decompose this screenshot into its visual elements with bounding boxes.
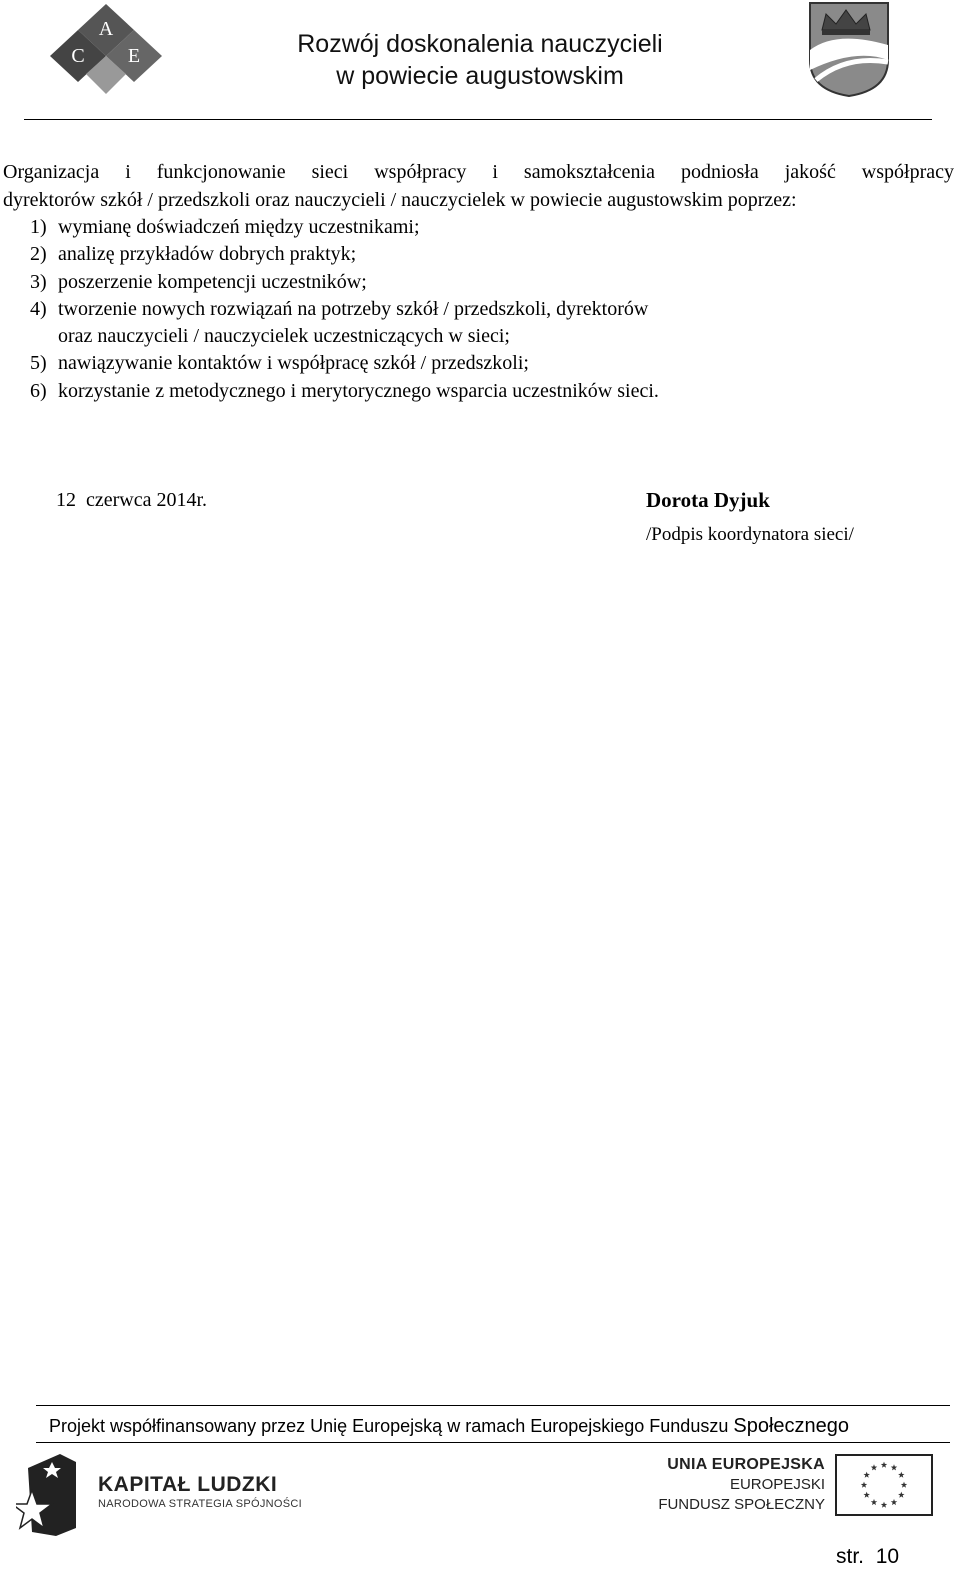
kapital-ludzki-logo-icon (16, 1448, 80, 1536)
county-crest-icon (806, 0, 892, 98)
signature-caption: /Podpis koordynatora sieci/ (646, 524, 854, 545)
list-item (30, 241, 930, 268)
header-title-line2: w powiecie augustowskim (336, 62, 624, 90)
eu-line-1: UNIA EUROPEJSKA (667, 1456, 825, 1473)
list-item-text: korzystanie z metodycznego i merytorycznego wsparcia uczestników sieci. (58, 379, 659, 402)
footer-divider-top (36, 1405, 950, 1406)
list-item-text-continued: oraz nauczycieli / nauczycielek uczestniczących w sieci; (58, 325, 510, 348)
outcomes-list (30, 214, 930, 405)
list-item (30, 296, 930, 351)
page-number-value: 10 (875, 1545, 900, 1568)
list-item-text: tworzenie nowych rozwiązań na potrzeby szkół / przedszkoli, dyrektorów (58, 297, 649, 320)
eu-fund-text (650, 1455, 825, 1515)
list-item (30, 269, 930, 296)
logo-letter-a: A (98, 18, 114, 40)
list-item (30, 214, 930, 241)
intro-line-2: dyrektorów szkół / przedszkoli oraz nauczycieli / nauczycielek w powiecie augustowskim poprzez: (3, 189, 797, 211)
footer-divider-bottom (36, 1442, 950, 1443)
list-item-text: wymianę doświadczeń między uczestnikami; (58, 216, 420, 238)
document-date: 12 czerwca 2014r. (56, 489, 208, 511)
list-item-number: 1) (30, 216, 47, 238)
logo-letter-e: E (127, 45, 141, 67)
cae-logo (48, 2, 164, 98)
signature-name: Dorota Dyjuk (646, 488, 770, 512)
header-title-line1: Rozwój doskonalenia nauczycieli (297, 30, 663, 58)
list-item-text: poszerzenie kompetencji uczestników; (58, 270, 367, 293)
eu-flag-icon (835, 1454, 933, 1516)
list-item-number: 2) (30, 243, 47, 266)
page-number (836, 1544, 899, 1570)
page-label: str. (836, 1545, 865, 1568)
cofinance-text-end: Społecznego (733, 1415, 850, 1437)
header-title (170, 28, 790, 92)
cofinance-text: Projekt współfinansowany przez Unię Europejską w ramach Europejskiego Funduszu (49, 1416, 729, 1436)
list-item-number: 5) (30, 352, 47, 375)
eu-line-2: EUROPEJSKI (729, 1476, 825, 1493)
list-item-text: nawiązywanie kontaktów i współpracę szkół / przedszkoli; (58, 352, 529, 375)
kapital-ludzki-title: KAPITAŁ LUDZKI (98, 1473, 278, 1496)
list-item (30, 350, 930, 377)
list-item-number: 3) (30, 270, 47, 293)
list-item-number: 4) (30, 297, 47, 320)
list-item (30, 378, 930, 405)
kapital-ludzki-subtitle: NARODOWA STRATEGIA SPÓJNOŚCI (98, 1498, 302, 1510)
intro-line-1: Organizacja i funkcjonowanie sieci współpracy i samokształcenia podniosła jakość współpracy (3, 161, 954, 183)
cofinance-note (49, 1413, 849, 1439)
list-item-text: analizę przykładów dobrych praktyk; (58, 243, 357, 266)
list-item-number: 6) (30, 379, 47, 402)
intro-paragraph (3, 158, 954, 214)
header-divider (24, 119, 932, 120)
eu-line-3: FUNDUSZ SPOŁECZNY (658, 1496, 825, 1513)
logo-letter-c: C (71, 45, 85, 67)
